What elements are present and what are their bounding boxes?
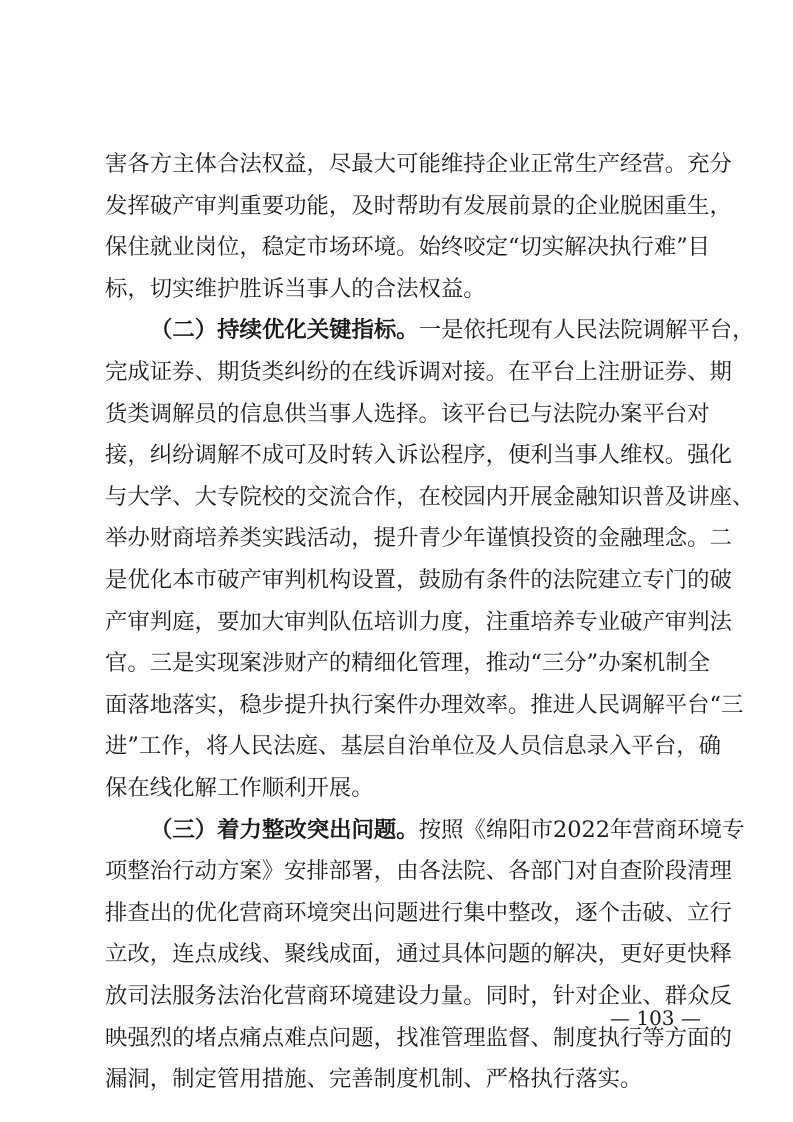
body-line: 面落地落实，稳步提升执行案件办理效率。推进人民调解平台“三: [105, 691, 744, 718]
page-number: — 103 —: [610, 1006, 701, 1030]
body-line: 排查出的优化营商环境突出问题进行集中整改，逐个击破、立行: [105, 899, 732, 926]
body-line: 货类调解员的信息供当事人选择。该平台已与法院办案平台对: [105, 400, 710, 427]
body-line: 映强烈的堵点痛点难点问题，找准管理监督、制度执行等方面的: [105, 1024, 732, 1051]
body-line: 接，纠纷调解不成可及时转入诉讼程序，便利当事人维权。强化: [105, 442, 732, 469]
body-line: 官。三是实现案涉财产的精细化管理，推动“三分”办案机制全: [105, 650, 711, 677]
section-2-first-line: [150, 314, 755, 346]
body-line: 项整治行动方案》安排部署，由各法院、各部门对自查阶段清理: [105, 858, 732, 885]
body-line: 放司法服务法治化营商环境建设力量。同时，针对企业、群众反: [105, 983, 732, 1009]
section-3-first-line: [150, 814, 745, 846]
body-line: 漏洞，制定管用措施、完善制度机制、严格执行落实。: [105, 1066, 643, 1093]
section-3-text: 按照《绵阳市2022年营商环境专: [418, 816, 745, 843]
section-2-text: 一是依托现有人民法院调解平台，: [418, 317, 755, 344]
body-line: 与大学、大专院校的交流合作，在校园内开展金融知识普及讲座、: [105, 483, 755, 510]
body-line: 产审判庭，要加大审判队伍培训力度，注重培养专业破产审判法: [105, 608, 732, 635]
body-line: 害各方主体合法权益，尽最大可能维持企业正常生产经营。充分: [105, 151, 732, 177]
section-3-heading: （三）着力整改突出问题。: [150, 816, 419, 843]
body-line: 进”工作，将人民法庭、基层自治单位及人员信息录入平台，确: [105, 733, 721, 760]
body-line: 标，切实维护胜诉当事人的合法权益。: [105, 275, 486, 302]
section-2-heading: （二）持续优化关键指标。: [150, 317, 419, 344]
body-line: 保在线化解工作顺利开展。: [105, 775, 374, 801]
body-line: 发挥破产审判重要功能，及时帮助有发展前景的企业脱困重生，: [105, 192, 732, 219]
body-line: 立改，连点成线、聚线成面，通过具体问题的解决，更好更快释: [105, 941, 732, 968]
body-line: 举办财商培养类实践活动，提升青少年谨慎投资的金融理念。二: [105, 525, 732, 552]
body-line: 保住就业岗位，稳定市场环境。始终咬定“切实解决执行难”目: [105, 234, 711, 261]
body-line: 完成证券、期货类纠纷的在线诉调对接。在平台上注册证券、期: [105, 359, 732, 385]
body-line: 是优化本市破产审判机构设置，鼓励有条件的法院建立专门的破: [105, 567, 732, 593]
